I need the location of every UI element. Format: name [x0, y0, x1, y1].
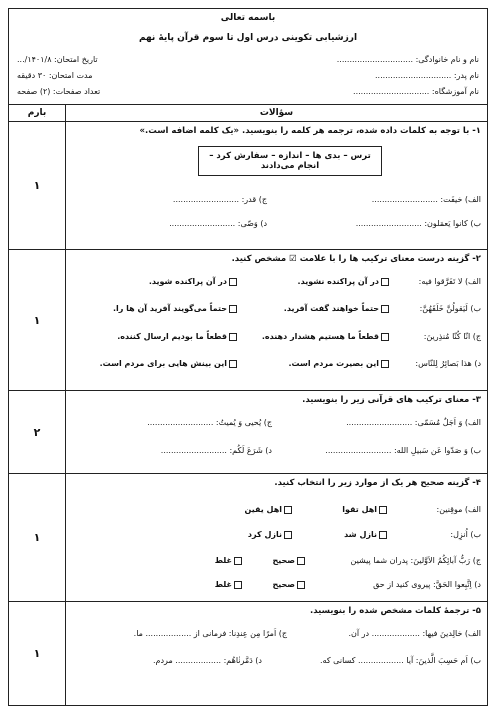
q3-item-b: ج) یُحیی وَ یُمیتُ: ..........................: [147, 418, 272, 427]
q2-b1-label: حتماً خواهند گفت آفرید.: [283, 304, 379, 313]
question-2: [9, 250, 487, 391]
word-bank-box: ترس – بدی ها – اندازه – سفارش کرد – انجام می‌دادند: [198, 146, 382, 176]
q2-a2-label: در آن پراکنده شوید.: [148, 277, 227, 286]
question-1: [9, 122, 487, 250]
question-5-title: ۵- ترجمۀ کلمات مشخص شده را بنویسید.: [310, 606, 481, 616]
q2-d1-checkbox[interactable]: [381, 360, 389, 368]
q4-b-question: ب) اُنزِل:: [450, 530, 481, 539]
question-2-title: ۲- گزینه درست معنای ترکیب ها را با علامت ☑ مشخص کنید.: [231, 254, 481, 264]
q4-a2-label: اهل یقین: [244, 505, 282, 514]
q4-d1-label: صحیح: [272, 580, 295, 589]
exam-date: تاریخ امتحان: ۱۴۰۱/۸/...: [17, 55, 98, 64]
q1-item-a: الف) خیفَت: ..........................: [371, 195, 481, 204]
q5-score: ۱: [9, 602, 66, 705]
question-4: [9, 474, 487, 602]
q2-a1-label: در آن پراکنده نشوید.: [297, 277, 379, 286]
q4-c1-label: صحیح: [272, 556, 295, 565]
q1-score: ۱: [9, 122, 66, 249]
q2-d2-checkbox[interactable]: [229, 360, 237, 368]
q4-b2-label: نازل کرد: [247, 530, 282, 539]
q3-item-c: ب) وَ صَدّوا عَن سَبیلِ الله: ..........................: [325, 446, 481, 455]
question-3: [9, 391, 487, 474]
q3-item-d: د) شَرَعَ لَکُم: ..........................: [160, 446, 272, 455]
q3-item-a: الف) وَ اَجَلٌ مُسَمّی: ..........................: [346, 418, 481, 427]
school-name-field: نام آموزشگاه: ..............................: [353, 87, 479, 96]
q4-score: ۱: [9, 474, 66, 601]
student-name-field: نام و نام خانوادگی: ..............................: [336, 55, 479, 64]
q1-item-d: د) وَصّی: ..........................: [169, 219, 267, 228]
q4-c2-label: غلط: [214, 556, 232, 565]
exam-header: [9, 9, 487, 105]
header-subtitle: ارزشیابی تکوینی درس اول تا سوم قرآن پایۀ نهم: [138, 33, 358, 43]
q2-a2-checkbox[interactable]: [229, 278, 237, 286]
q4-d1-checkbox[interactable]: [297, 581, 305, 589]
q3-score: ۲: [9, 391, 66, 473]
q4-d2-label: غلط: [214, 580, 232, 589]
q1-item-c: ب) کانوا یَعمَلون: ..........................: [355, 219, 481, 228]
q5-item-a: الف) خالِدینَ فیها: ................... در آن.: [348, 629, 481, 638]
page-count: تعداد صفحات: (۲) صفحه: [17, 87, 101, 96]
exam-duration: مدت امتحان: ۳۰ دقیقه: [17, 71, 93, 80]
q4-d2-checkbox[interactable]: [234, 581, 242, 589]
q2-b-question: ب) لَیَقولُنَّ خَلَقَهُنَّ:: [419, 304, 481, 313]
q2-d2-label: این بینش هایی برای مردم است.: [99, 359, 227, 368]
q2-c-question: ج) انّا کُنّا مُنذِرینَ:: [423, 332, 481, 341]
q4-c2-checkbox[interactable]: [234, 557, 242, 565]
q4-a2-checkbox[interactable]: [284, 506, 292, 514]
header-title: باسمه تعالی: [220, 13, 276, 23]
q2-b2-label: حتماً می‌گویند آفرید آن ها را.: [112, 304, 227, 313]
q2-d1-label: این بصیرت مردم است.: [288, 359, 379, 368]
q4-a1-label: اهل تقوا: [342, 505, 377, 514]
q2-c2-label: قطعاً ما بودیم ارسال کننده.: [117, 332, 227, 341]
q2-b1-checkbox[interactable]: [381, 305, 389, 313]
question-5: [9, 602, 487, 705]
q2-a1-checkbox[interactable]: [381, 278, 389, 286]
q4-b1-label: نازل شد: [344, 530, 377, 539]
q2-score: ۱: [9, 250, 66, 390]
q2-c2-checkbox[interactable]: [229, 333, 237, 341]
q4-d-question: د) اِتَّبِعوا الحَقَّ: پیروی کنید از حق: [373, 580, 481, 589]
q4-a-question: الف) موقِنین:: [436, 505, 481, 514]
q2-c1-checkbox[interactable]: [381, 333, 389, 341]
q4-b1-checkbox[interactable]: [379, 531, 387, 539]
q5-item-c: ب) اَم حَسِبَ الَّذینَ: آیا .................. کسانی که.: [319, 656, 481, 665]
q4-a1-checkbox[interactable]: [379, 506, 387, 514]
q2-c1-label: قطعاً ما هستیم هشدار دهنده.: [261, 332, 379, 341]
father-name-field: نام پدر: ..............................: [375, 71, 479, 80]
q2-d-question: د) هذا بَصائِرُ لِلنّاس:: [415, 359, 481, 368]
q2-b2-checkbox[interactable]: [229, 305, 237, 313]
score-header: بارم: [9, 105, 66, 121]
exam-page: [8, 8, 488, 706]
q1-item-b: ج) قدر: ..........................: [172, 195, 267, 204]
q2-a-question: الف) لا تَفَرَّقوا فیه:: [418, 277, 481, 286]
questions-header: سؤالات: [259, 108, 294, 118]
question-3-title: ۳- معنای ترکیب های قرآنی زیر را بنویسید.: [302, 395, 481, 405]
q4-b2-checkbox[interactable]: [284, 531, 292, 539]
q4-c-question: ج) رَبُّ آبائِکُمُ الاَوَّلینَ: پدران شما پیشین: [350, 556, 481, 565]
q5-item-b: ج) اَمرًا مِن عِندِنا: فرمانی از .................. ما.: [133, 629, 287, 638]
question-1-title: ۱- با توجه به کلمات داده شده، ترجمه هر کلمه را بنویسید. «یک کلمه اضافه است.»: [139, 126, 481, 136]
q4-c1-checkbox[interactable]: [297, 557, 305, 565]
q5-item-d: د) دَمَّرنٰاهُم: .................. مردم.: [152, 656, 262, 665]
question-4-title: ۴- گزینه صحیح هر یک از موارد زیر را انتخاب کنید.: [274, 478, 481, 488]
table-header: [9, 105, 487, 122]
